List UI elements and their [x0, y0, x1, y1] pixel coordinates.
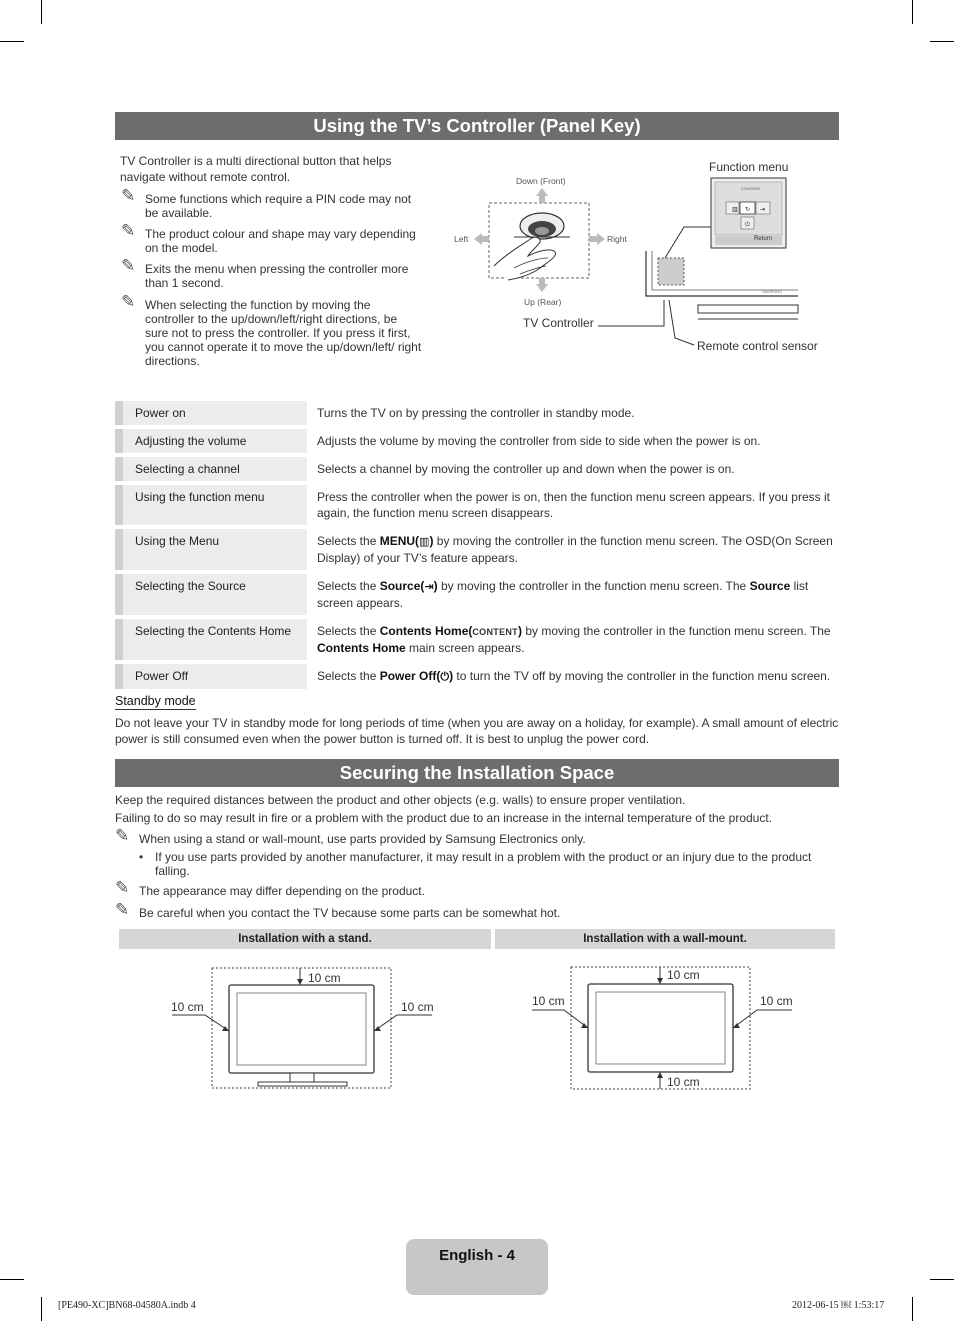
bullet-dot: • — [139, 850, 144, 864]
table-row — [115, 401, 839, 425]
crop-mark — [0, 1279, 24, 1280]
function-desc: Turns the TV on by pressing the controller in standby mode. — [317, 406, 635, 420]
note-samsung-parts: ✎ When using a stand or wall-mount, use parts provided by Samsung Electronics only. — [115, 826, 586, 846]
function-desc: Selects a channel by moving the controller up and down when the power is on. — [317, 462, 735, 476]
crop-mark — [41, 0, 42, 24]
pencil-icon: ✎ — [121, 221, 136, 240]
label-left: Left — [454, 234, 469, 244]
table-row — [115, 574, 839, 615]
dim-wall-top: 10 cm — [667, 968, 700, 982]
function-desc: Selects the Source(⇥) by moving the controller in the function menu screen. The Source list screen appears. — [317, 579, 809, 610]
hand-icon — [494, 237, 556, 280]
pencil-icon: ✎ — [115, 826, 130, 845]
dim-wall-right: 10 cm — [760, 994, 793, 1008]
dim-wall-bottom: 10 cm — [667, 1075, 700, 1089]
power-icon: ⏻ — [440, 670, 450, 683]
standby-heading: Standby mode — [115, 694, 196, 708]
label-right: Right — [607, 234, 627, 244]
page-number-tab — [406, 1239, 548, 1295]
function-desc: Adjusts the volume by moving the controller from side to side when the power is on. — [317, 434, 761, 448]
note-colour: ✎ The product colour and shape may vary depending on the model. — [121, 221, 416, 255]
svg-text:⇥: ⇥ — [760, 206, 766, 213]
pencil-icon: ✎ — [121, 186, 136, 205]
pencil-icon: ✎ — [115, 878, 130, 897]
bullet-other-manufacturer: If you use parts provided by another manufacturer, it may result in a problem with the product or an injury due to the product falling. — [155, 850, 812, 878]
install-paragraph-2: Failing to do so may result in fire or a problem with the product due to an increase in the internal temperature of the product. — [115, 811, 773, 825]
crop-mark — [930, 1279, 954, 1280]
menu-screen-return-label: Return — [754, 236, 773, 242]
function-desc: Selects the MENU(▥) by moving the controller in the function menu screen. The OSD(On Screen Display) of your TV’s feature appears. — [317, 534, 833, 565]
note-direction: ✎ When selecting the function by moving the controller to the up/down/left/right directions, be sure not to press the controller. If you press it first, you cannot operate it to move the up/down/left/ right directions. — [121, 292, 422, 368]
table-row — [115, 664, 839, 689]
crop-mark — [0, 41, 24, 42]
function-name: Adjusting the volume — [123, 429, 307, 453]
svg-text:↻: ↻ — [745, 206, 751, 213]
pencil-icon: ✎ — [121, 292, 136, 311]
dim-stand-right: 10 cm — [401, 1000, 434, 1014]
section-title-controller: Using the TV’s Controller (Panel Key) — [115, 112, 839, 140]
table-row — [115, 457, 839, 481]
install-paragraph-1: Keep the required distances between the product and other objects (e.g. walls) to ensure proper ventilation. — [115, 793, 686, 807]
controller-intro: TV Controller is a multi directional button that helps navigate without remote control. — [120, 154, 392, 184]
function-desc: Selects the Contents Home(CONTENT) by moving the controller in the function menu screen. The Contents Home main screen appears. — [317, 624, 831, 655]
dim-wall-left: 10 cm — [532, 994, 565, 1008]
crop-mark — [41, 1297, 42, 1321]
function-name: Using the Menu — [123, 529, 307, 570]
controller-knob — [514, 213, 570, 239]
function-name: Selecting the Contents Home — [123, 619, 307, 660]
function-name: Selecting a channel — [123, 457, 307, 481]
table-row — [115, 619, 839, 660]
svg-text:⏻: ⏻ — [745, 221, 750, 228]
section-title-installation: Securing the Installation Space — [115, 759, 839, 787]
content-icon: CONTENT — [472, 627, 518, 637]
arrow-down-icon — [536, 284, 548, 292]
page-number: English - 4 — [439, 1247, 515, 1264]
controller-function-table — [115, 397, 839, 693]
dim-stand-top: 10 cm — [308, 971, 341, 985]
wall-mount-installation-diagram — [525, 960, 805, 1095]
function-desc: Selects the Power Off(⏻) to turn the TV off by moving the controller in the function menu screen. — [317, 669, 831, 683]
function-name: Power on — [123, 401, 307, 425]
controller-diagram — [440, 160, 840, 360]
label-remote-sensor: Remote control sensor — [697, 339, 818, 353]
note-appearance: ✎ The appearance may differ depending on the product. — [115, 878, 425, 898]
crop-mark — [912, 0, 913, 24]
label-function-menu: Function menu — [709, 160, 789, 174]
arrow-up-icon — [536, 188, 548, 196]
dim-stand-left: 10 cm — [171, 1000, 204, 1014]
label-tv-controller: TV Controller — [523, 316, 594, 330]
arrow-left-icon — [474, 233, 482, 245]
menu-screen-top-label: CONTENT — [741, 186, 761, 191]
crop-mark — [930, 41, 954, 42]
table-row — [115, 529, 839, 570]
table-row — [115, 485, 839, 525]
table-row — [115, 429, 839, 453]
pencil-icon: ✎ — [115, 900, 130, 919]
tv-logo: SAMSUNG — [762, 289, 783, 294]
crop-mark — [912, 1297, 913, 1321]
function-name: Using the function menu — [123, 485, 307, 525]
standby-text: Do not leave your TV in standby mode for long periods of time (when you are away on a holiday, for example). A small amount of electric power is still consumed even when the power button is turned off. It is best to unplug the power cord. — [115, 716, 839, 746]
stand-installation-diagram — [160, 960, 450, 1095]
menu-icon: ▥ — [419, 535, 430, 548]
note-exit: ✎ Exits the menu when pressing the controller more than 1 second. — [121, 256, 409, 290]
note-pin: ✎ Some functions which require a PIN code may not be available. — [121, 186, 412, 220]
header-wall-mount: Installation with a wall-mount. — [495, 929, 835, 949]
note-hot-parts: ✎ Be careful when you contact the TV because some parts can be somewhat hot. — [115, 900, 561, 920]
source-icon: ⇥ — [424, 580, 434, 593]
function-name: Selecting the Source — [123, 574, 307, 615]
svg-text:▥: ▥ — [732, 206, 738, 213]
function-name: Power Off — [123, 664, 307, 689]
header-stand: Installation with a stand. — [119, 929, 491, 949]
pencil-icon: ✎ — [121, 256, 136, 275]
arrow-right-icon — [597, 233, 605, 245]
function-desc: Press the controller when the power is on, then the function menu screen appears. If you press it again, the function menu screen disappears. — [317, 490, 830, 520]
label-up-rear: Up (Rear) — [524, 297, 562, 307]
footer-timestamp: 2012-06-15 ￼ 1:53:17 — [792, 1300, 885, 1311]
label-down-front: Down (Front) — [516, 176, 566, 186]
footer-file: [PE490-XC]BN68-04580A.indb 4 — [58, 1300, 196, 1311]
